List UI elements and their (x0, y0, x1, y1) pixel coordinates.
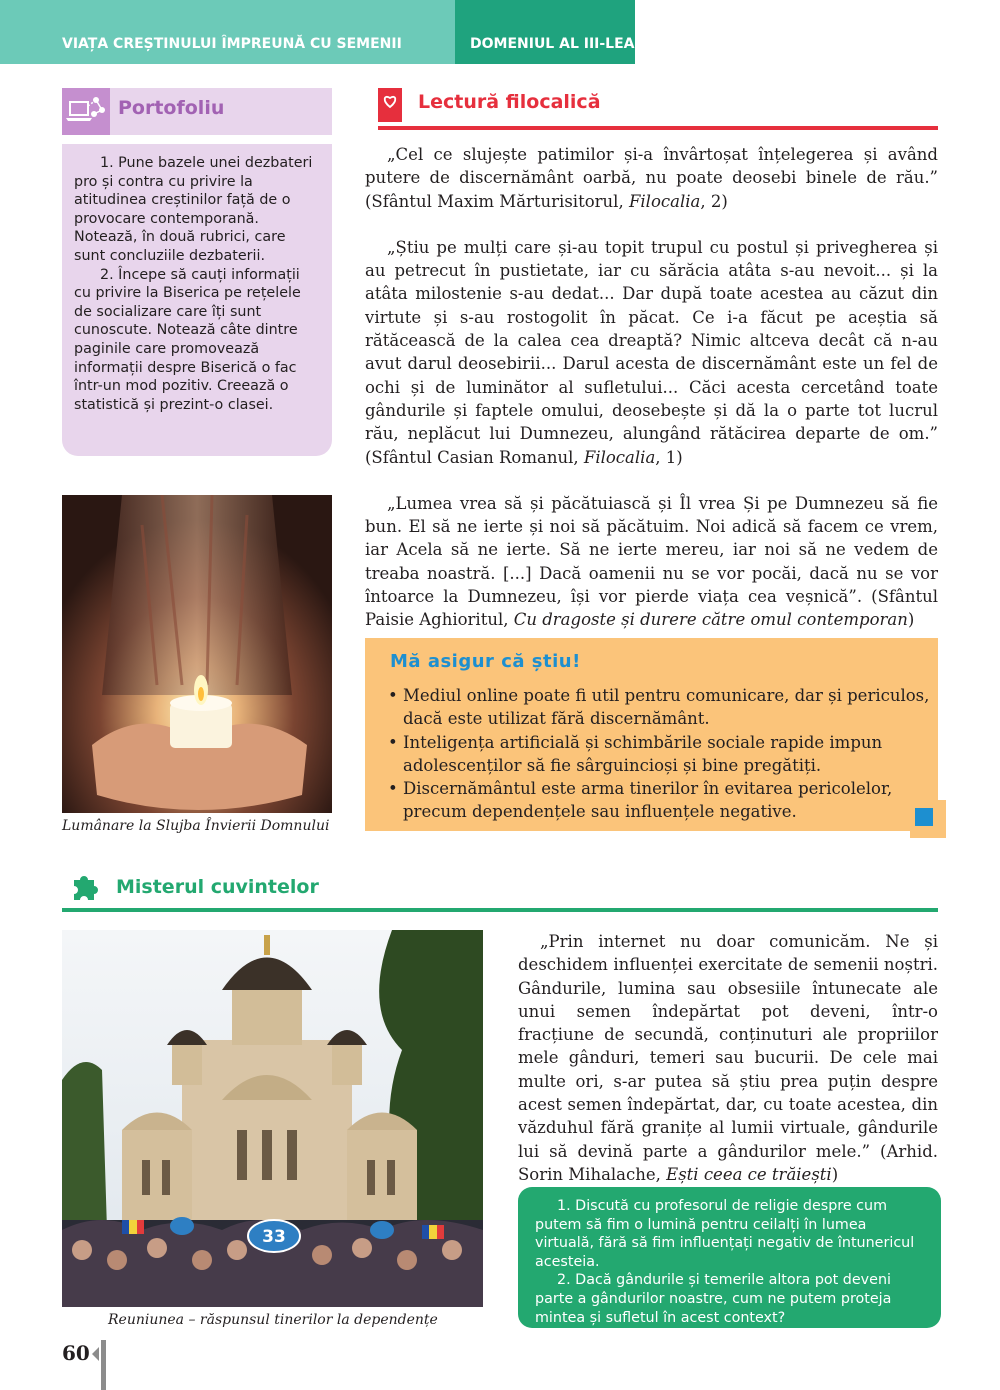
header-right-band (455, 0, 635, 64)
portfolio-item-2: 2. Începe să cauți informații cu privire la Biserica pe rețelele de socializare care îți sunt cunoscute. Notează câte dintre paginile care promovează informații despre Biserică o fac într-un mod pozitiv. Creează o statistică și prezint-o clasei. (74, 266, 301, 413)
reading-rule (378, 126, 938, 130)
cathedral-photo-caption: Reuniunea – răspunsul tinerilor la dependențe (108, 1312, 438, 1328)
portfolio-title: Portofoliu (118, 97, 225, 119)
mystery-title: Misterul cuvintelor (116, 876, 319, 898)
laptop-network-icon (62, 88, 110, 135)
portfolio-item-1: 1. Pune bazele unei dezbateri pro și contra cu privire la atitudinea creștinilor față de o provocare contemporană. Notează, în două rubrici, care sunt concluziile dezbaterii. (74, 155, 313, 264)
crowd-sign-number: 33 (262, 1227, 286, 1247)
know-title: Mă asigur că știu! (390, 651, 581, 672)
candle-photo-caption: Lumânare la Slujba Învierii Domnului (62, 818, 330, 834)
reading-quote-2: „Știu pe mulți care și-au topit trupul cu postul și privegherea și au petrecut în pustietate, iar cu sărăcia atâta s-au nevoit... și la atâta milostenie s-au dedat... Dar după toate acestea au căzut din virtute și s-au rostogolit în păcat. Ce i-a făcut pe aceștia să rătăcească de la calea cea dreaptă? Nimic altceva decât că n-au avut darul deosebirii... Darul acesta de discernământ este un fel de ochi și de luminător al sufletului... Căci acesta cercetând toate gândurile și faptele omului, deosebește și dă la o parte tot lucrul rău, neplăcut lui Dumnezeu, alungând rătăcirea departe de om.” (Sfântul Casian Romanul, Filocalia, 1) (365, 237, 938, 467)
header-domain-title: DOMENIUL AL III-LEA (470, 36, 635, 52)
know-list (388, 684, 933, 824)
mystery-quote: „Prin internet nu doar comunicăm. Ne și deschidem influenței exercitate de semenii noștri. Gândurile, lumina sau obsesiile întunecate ale unui semen îndepărtat pot deveni, într-o fracțiune de secundă, conținuturi ale propriilor mele gânduri, temeri sau bucurii. De cele mai multe ori, s-ar putea să știu prea puțin despre acest semen îndepărtat, dar, cu toate acestea, din văzduhul fără granițe al lumii virtuale, gândurile lui să devină parte a gândurilor mele.” (Arhid. Sorin Mihalache, Ești ceea ce trăiești) (518, 932, 938, 1184)
portfolio-icon-box (62, 88, 110, 135)
mystery-rule (62, 908, 938, 912)
portfolio-body (62, 144, 332, 456)
arrow-left-icon (92, 1347, 99, 1361)
footer-bar (101, 1340, 106, 1390)
know-item: • Discernământul este arma tinerilor în evitarea pericolelor, precum dependențele sau influențele negative. (388, 779, 893, 822)
page-number: 60 (62, 1341, 90, 1365)
reading-quote-3: „Lumea vrea să și păcătuiască și Îl vrea Și pe Dumnezeu să fie bun. El să ne ierte și noi să păcătuim. Noi adică să facem ce vrem, iar Acela să ne ierte. Să ne ierte mereu, iar noi să ne vedem de treaba noastră. [...] Dacă oamenii nu se vor pocăi, dacă nu se vor întoarce la Dumnezeu, își vor pierde viața cea veșnică”. (Sfântul Paisie Aghioritul, Cu dragoste și durere către omul contemporan) (365, 493, 938, 630)
candle-photo (62, 495, 332, 813)
bookmark-icon (378, 88, 402, 122)
reading-quote-1: „Cel ce slujește patimilor și-a învârtoșat înțelegerea și având putere de discernământ oarbă, nu poate deosebi binele de rău.” (Sfântul Maxim Mărturisitorul, Filocalia, 2) (365, 145, 938, 211)
discussion-box (518, 1187, 941, 1328)
know-item: • Inteligența artificială și schimbările sociale rapide impun adolescenților să fie sârguincioși și bine pregătiți. (388, 732, 883, 775)
know-item: • Mediul online poate fi util pentru comunicare, dar și periculos, dacă este utilizat fără discernământ. (388, 686, 930, 729)
puzzle-icon (68, 872, 100, 902)
header-chapter-title: VIAȚA CREȘTINULUI ÎMPREUNĂ CU SEMENII (62, 36, 402, 52)
discussion-item-1: 1. Discută cu profesorul de religie despre cum putem să fim o lumină pentru ceilalți în lumea virtuală, fără să fim influențați negativ de întunericul acesteia. (535, 1198, 915, 1270)
discussion-item-2: 2. Dacă gândurile și temerile altora pot deveni parte a gândurilor noastre, cum ne putem proteja mintea și sufletul în acest context? (535, 1272, 892, 1326)
header-left-band (0, 0, 455, 64)
cathedral-photo (62, 930, 483, 1307)
reading-title: Lectură filocalică (418, 91, 601, 113)
